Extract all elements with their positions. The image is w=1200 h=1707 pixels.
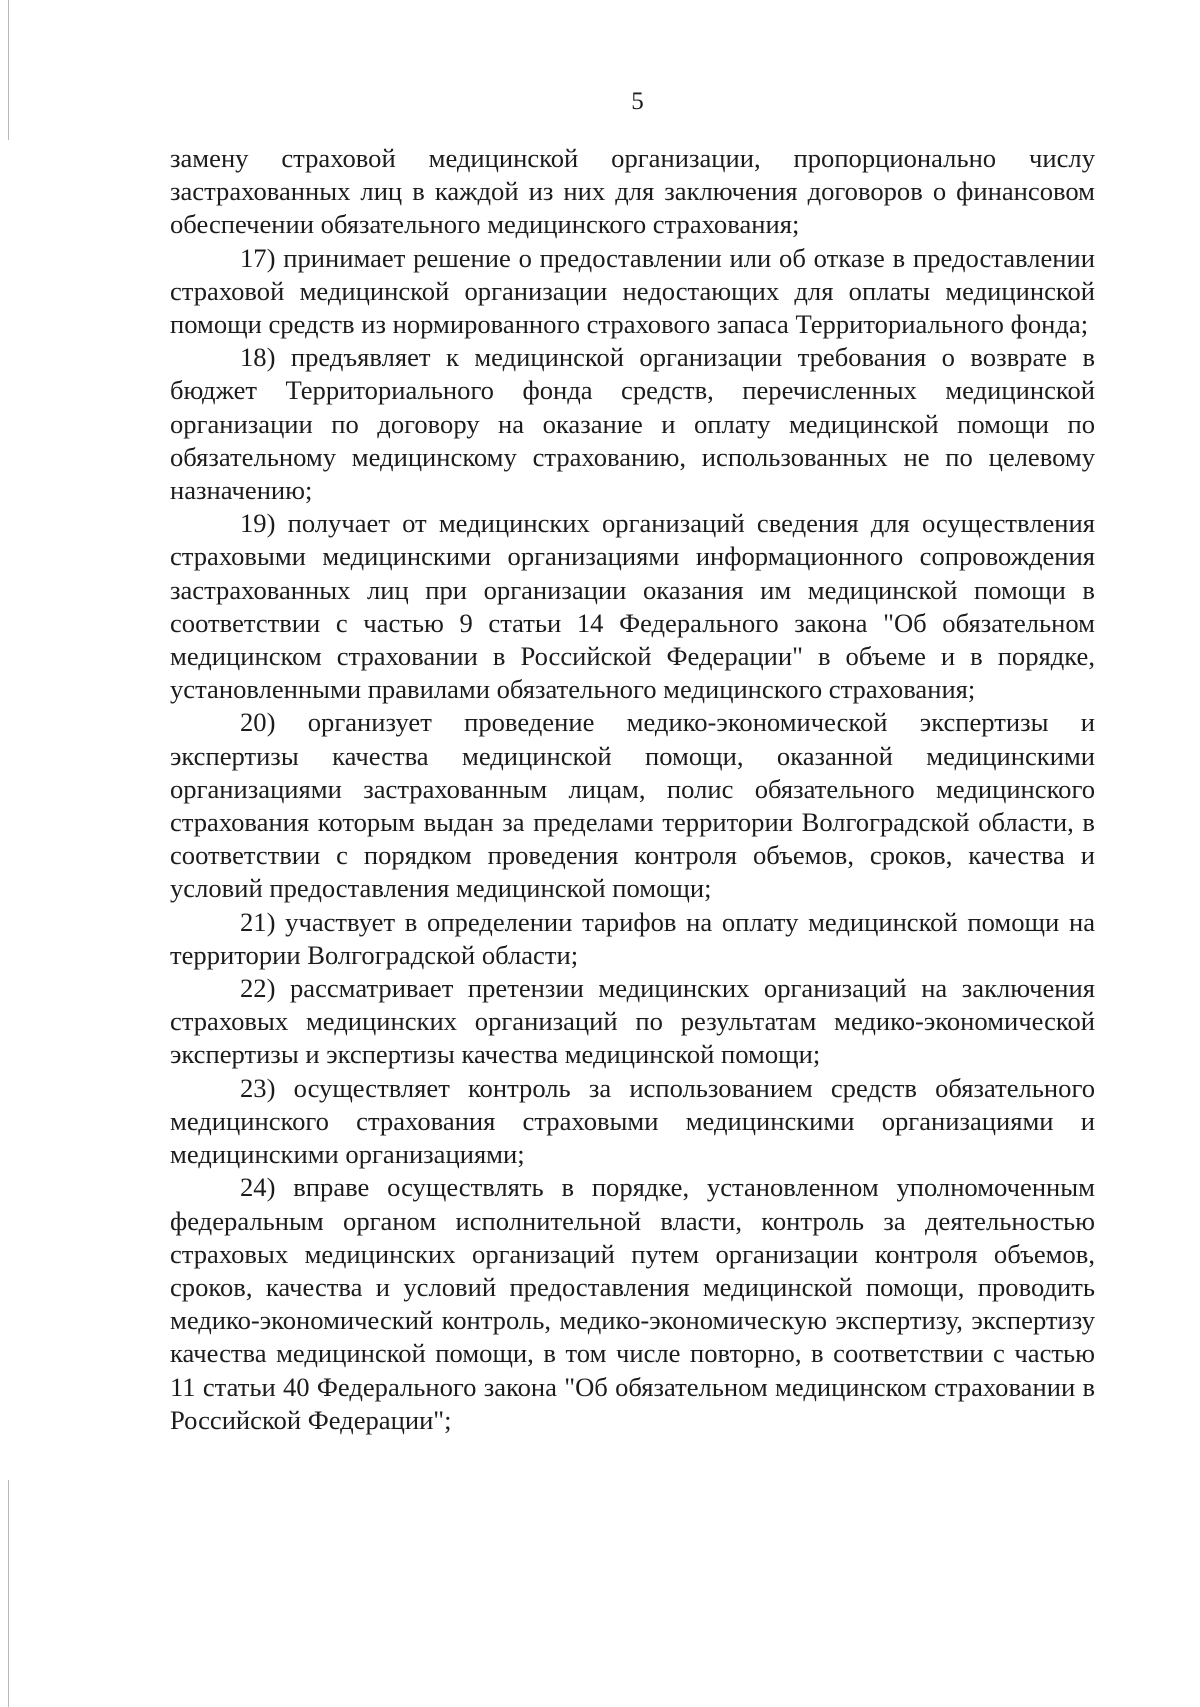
paragraph-item-21: 21) участвует в определении тарифов на оплату медицинской помощи на территории Волгоградской области;	[170, 906, 1095, 970]
paragraph-item-17: 17) принимает решение о предоставлении или об отказе в предоставлении страховой медицинской организации недостающих для оплаты медицинской помощи средств из нормированного страхового запаса Территориального фонда;	[170, 242, 1095, 340]
paragraph-item-19: 19) получает от медицинских организаций сведения для осуществления страховыми медицинскими организациями информационного сопровождения застрахованных лиц при организации оказания им медицинской помощи в соответствии с частью 9 статьи 14 Федерального закона "Об обязательном медицинском страховании в Российской Федерации" в объеме и в порядке, установленными правилами обязательного медицинского страхования;	[170, 508, 1095, 705]
paragraph-item-18: 18) предъявляет к медицинской организации требования о возврате в бюджет Территориального фонда средств, перечисленных медицинской организации по договору на оказание и оплату медицинской помощи по обязательному медицинскому страхованию, использованных не по целевому назначению;	[170, 342, 1095, 506]
paragraph-item-23: 23) осуществляет контроль за использованием средств обязательного медицинского страхования страховыми медицинскими организациями и медицинскими организациями;	[170, 1072, 1095, 1170]
scan-edge-mark-top	[8, 0, 9, 140]
paragraph-item-20: 20) организует проведение медико-экономической экспертизы и экспертизы качества медицинской помощи, оказанной медицинскими организациями застрахованным лицам, полис обязательного медицинского страхования которым выдан за пределами территории Волгоградской области, в соответствии с порядком проведения контроля объемов, сроков, качества и условий предоставления медицинской помощи;	[170, 707, 1095, 904]
paragraph-continuation: замену страховой медицинской организации, пропорционально числу застрахованных лиц в каждой из них для заключения договоров о финансовом обеспечении обязательного медицинского страхования;	[170, 143, 1095, 240]
scan-edge-mark-bottom	[8, 1480, 9, 1707]
paragraph-item-24: 24) вправе осуществлять в порядке, установленном уполномоченным федеральным органом исполнительной власти, контроль за деятельностью страховых медицинских организаций путем организации контроля объемов, сроков, качества и условий предоставления медицинской помощи, проводить медико-экономический контроль, медико-экономическую экспертизу, экспертизу качества медицинской помощи, в том числе повторно, в соответствии с частью 11 статьи 40 Федерального закона "Об обязательном медицинском страховании в Российской Федерации";	[170, 1172, 1095, 1435]
document-body	[170, 142, 1095, 1437]
paragraph-item-22: 22) рассматривает претензии медицинских организаций на заключения страховых медицинских организаций по результатам медико-экономической экспертизы и экспертизы качества медицинской помощи;	[170, 973, 1095, 1070]
page-number: 5	[631, 88, 644, 115]
